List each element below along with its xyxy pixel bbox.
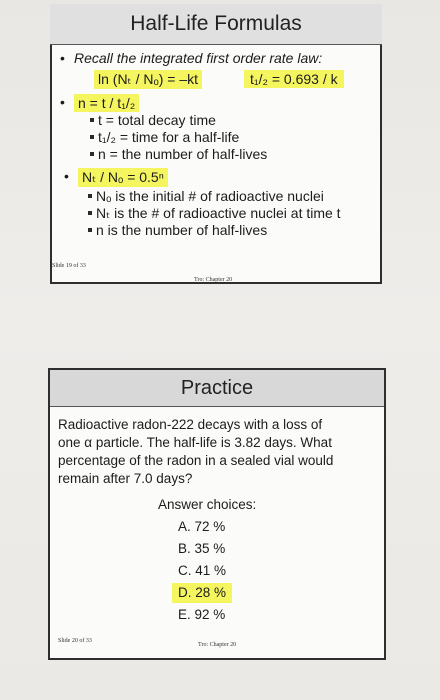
question-line: one α particle. The half-life is 3.82 days. What bbox=[58, 435, 332, 450]
answer-choice-b: B. 35 % bbox=[178, 541, 226, 556]
definition-item: t₁/₂ = time for a half-life bbox=[98, 129, 240, 145]
slide-half-life-formulas bbox=[50, 4, 382, 284]
slide-number: Slide 19 of 33 bbox=[52, 263, 86, 269]
question-line: percentage of the radon in a sealed vial would bbox=[58, 453, 334, 468]
slide-number: Slide 20 of 33 bbox=[58, 638, 92, 644]
bullet-dot: • bbox=[60, 50, 65, 66]
square-bullet bbox=[90, 135, 94, 139]
square-bullet bbox=[88, 228, 92, 232]
question-line: Radioactive radon-222 decays with a loss of bbox=[58, 417, 323, 432]
answer-choice-e: E. 92 % bbox=[178, 607, 226, 622]
slide-title: Half-Life Formulas bbox=[50, 4, 382, 45]
half-life-equation: t₁/₂ = 0.693 / k bbox=[244, 70, 344, 88]
nuclei-item: Nₒ is the initial # of radioactive nuclei bbox=[96, 188, 324, 204]
answer-choice-c: C. 41 % bbox=[178, 563, 227, 578]
square-bullet bbox=[90, 152, 94, 156]
bullet-dot: • bbox=[60, 94, 65, 110]
definition-item: n = the number of half-lives bbox=[98, 146, 268, 162]
nuclei-item: n is the number of half-lives bbox=[96, 222, 268, 238]
answer-choice-a: A. 72 % bbox=[178, 519, 226, 534]
slide-title: Practice bbox=[50, 370, 384, 407]
square-bullet bbox=[88, 211, 92, 215]
n-formula: n = t / t₁/₂ bbox=[74, 94, 139, 112]
square-bullet bbox=[88, 194, 92, 198]
chapter-label: Tro: Chapter 20 bbox=[194, 277, 233, 283]
definition-item: t = total decay time bbox=[98, 112, 216, 128]
chapter-label: Tro: Chapter 20 bbox=[198, 642, 237, 648]
ratio-formula: Nₜ / Nₒ = 0.5ⁿ bbox=[78, 168, 168, 187]
question-line: remain after 7.0 days? bbox=[58, 471, 193, 486]
recall-text: Recall the integrated first order rate law: bbox=[74, 50, 323, 66]
nuclei-item: Nₜ is the # of radioactive nuclei at time t bbox=[96, 205, 341, 221]
rate-law-equation: ln (Nₜ / Nₒ) = –kt bbox=[94, 70, 202, 89]
answer-choice-d: D. 28 % bbox=[172, 583, 232, 603]
answer-heading: Answer choices: bbox=[158, 497, 257, 512]
square-bullet bbox=[90, 118, 94, 122]
slide-practice bbox=[48, 368, 386, 660]
bullet-dot: • bbox=[64, 168, 69, 184]
